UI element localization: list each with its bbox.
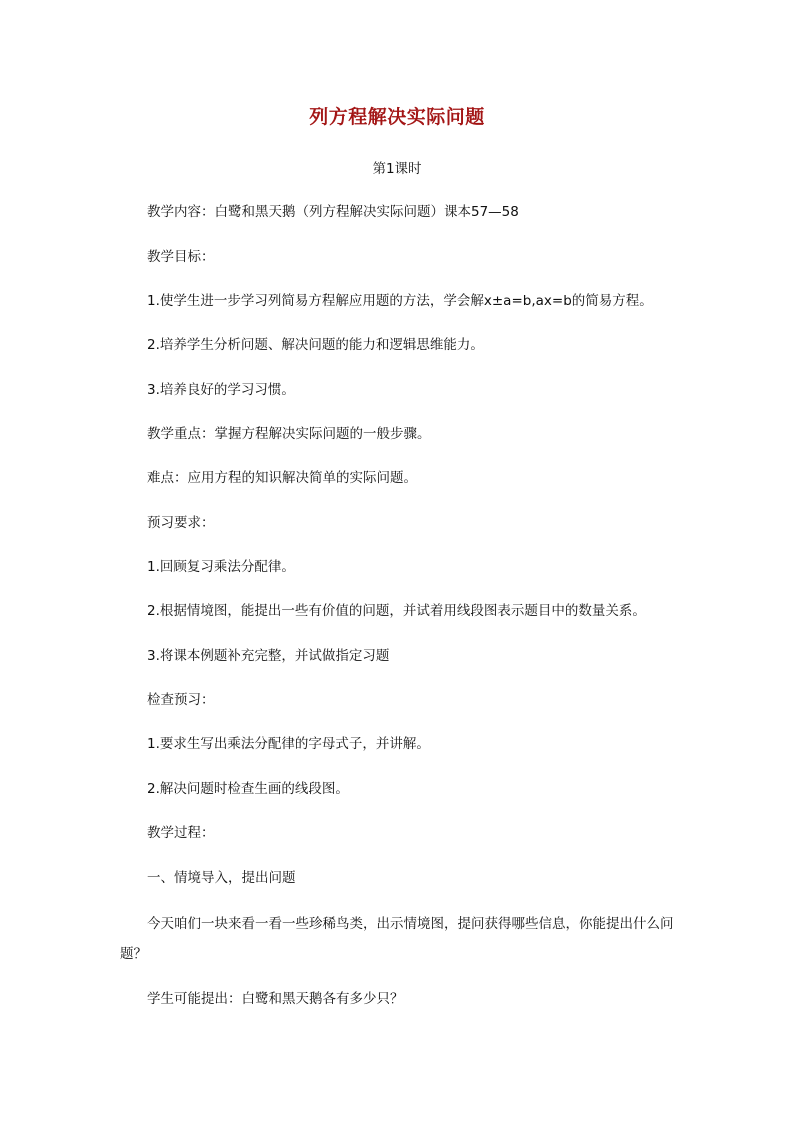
paragraph-teaching-content: 教学内容：白鹭和黑天鹅（列方程解决实际问题）课本57—58 [147,204,519,220]
paragraph-intro-text: 今天咱们一块来看一看一些珍稀鸟类，出示情境图，提问获得哪些信息，你能提出什么问题？ [120,916,674,962]
paragraph-key-point: 教学重点：掌握方程解决实际问题的一般步骤。 [147,426,431,442]
paragraph-preview-2: 2.根据情境图，能提出一些有价值的问题，并试着用线段图表示题目中的数量关系。 [147,603,646,619]
paragraph-section-1: 一、情境导入，提出问题 [147,870,296,886]
paragraph-objective-1: 1.使学生进一步学习列简易方程解应用题的方法，学会解x±a=b,ax=b的简易方程。 [147,293,653,309]
paragraph-preview-heading: 预习要求： [147,515,215,531]
paragraph-difficulty: 难点：应用方程的知识解决简单的实际问题。 [147,470,417,486]
paragraph-objective-3: 3.培养良好的学习习惯。 [147,382,295,398]
paragraph-objectives-heading: 教学目标： [147,249,215,265]
paragraph-objective-2: 2.培养学生分析问题、解决问题的能力和逻辑思维能力。 [147,337,484,353]
paragraph-check-heading: 检查预习： [147,692,215,708]
paragraph-process-heading: 教学过程： [147,825,215,841]
document-subtitle: 第1课时 [372,161,422,177]
document-title: 列方程解决实际问题 [309,106,485,128]
paragraph-student-question: 学生可能提出：白鹭和黑天鹅各有多少只？ [147,991,404,1007]
paragraph-check-1: 1.要求生写出乘法分配律的字母式子，并讲解。 [147,736,430,752]
paragraph-preview-1: 1.回顾复习乘法分配律。 [147,559,295,575]
paragraph-check-2: 2.解决问题时检查生画的线段图。 [147,781,349,797]
paragraph-preview-3: 3.将课本例题补充完整，并试做指定习题 [147,648,390,664]
